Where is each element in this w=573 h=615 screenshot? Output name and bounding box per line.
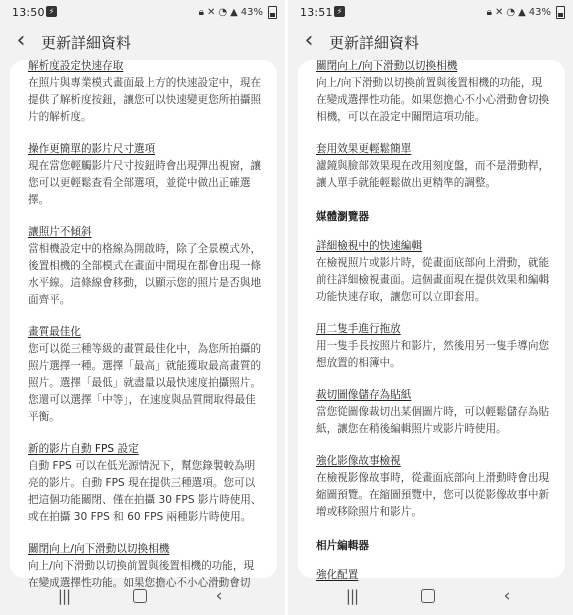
item-desc: 向上/向下滑動以切換前置與後置相機的功能，現在變成選擇性功能。如果您擔心不小心滑動會切換相機，可以在設定中關閉這項功能。 <box>316 77 550 123</box>
item-desc: 自動 FPS 可以在低光源情況下，幫您錄製較為明亮的影片。自動 FPS 現在提供三種選項。您可以把這個功能關閉、僅在拍攝 30 FPS 影片時使用、或在拍攝 30 FPS 和 60 FPS 兩種影片時使用。 <box>28 460 262 523</box>
page-title: 更新詳細資料 <box>41 34 132 52</box>
item-desc: 在照片與專業模式畫面最上方的快速設定中，現在提供了解析度按鈕，讓您可以快速變更您所拍攝照片的解析度。 <box>28 77 262 123</box>
mute-icon: ✕ <box>494 7 504 18</box>
battery-icon <box>268 6 277 19</box>
section-heading: 相片編輯器 <box>316 540 369 552</box>
nav-back-icon[interactable]: ‹ <box>503 586 511 606</box>
app-header <box>0 26 285 60</box>
list-item <box>316 322 551 372</box>
item-desc: 向上/向下滑動以切換前置與後置相機的功能，現在變成選擇性功能。如果您擔心不小心滑動會切 <box>28 560 255 589</box>
item-title: 關閉向上/向下滑動以切換相機 <box>28 543 170 555</box>
list-item <box>28 325 263 426</box>
item-title: 讓照片不傾斜 <box>28 226 92 238</box>
list-item <box>316 388 551 438</box>
status-time: 13:50 <box>12 6 45 19</box>
item-title: 畫質最佳化 <box>28 326 81 338</box>
item-desc: 用一隻手長按照片和影片，然後用另一隻手導向您想放置的相簿中。 <box>316 340 550 369</box>
lock-icon: 🔒︎ <box>486 7 492 18</box>
list-item <box>28 225 263 309</box>
back-arrow-icon[interactable]: ‹ <box>304 28 314 53</box>
battery-percent: 43% <box>528 7 551 18</box>
signal-icon: ▲ <box>230 7 238 18</box>
details-content <box>28 59 263 608</box>
item-title: 套用效果更輕鬆簡單 <box>316 143 412 155</box>
list-item <box>28 442 263 526</box>
list-item <box>316 239 551 306</box>
left-screen <box>0 0 285 615</box>
wifi-icon: ◔ <box>218 7 228 18</box>
page-title: 更新詳細資料 <box>329 34 420 52</box>
notification-icon: ⚡ <box>46 6 57 17</box>
item-desc: 在檢視影像故事時，從畫面底部向上滑動時會出現縮圖預覽。在縮圖預覽中，您可以從影像故事中新增或移除照片和影片。 <box>316 472 550 518</box>
item-desc: 在檢視照片或影片時，從畫面底部向上滑動，就能前往詳細檢視畫面。這個畫面現在提供效果和編輯功能快速存取，讓您可以立即套用。 <box>316 257 550 303</box>
list-item <box>316 454 551 521</box>
item-title: 解析度設定快速存取 <box>28 60 124 72</box>
status-bar <box>0 0 285 26</box>
item-title: 強化配置 <box>316 569 359 581</box>
wifi-icon: ◔ <box>506 7 516 18</box>
notification-icon: ⚡ <box>334 6 345 17</box>
item-title: 操作更簡單的影片尺寸選項 <box>28 143 156 155</box>
item-title: 新的影片自動 FPS 設定 <box>28 443 139 455</box>
right-screen <box>288 0 573 615</box>
home-icon[interactable] <box>416 585 440 607</box>
list-item <box>28 59 263 126</box>
navigation-bar <box>288 577 573 615</box>
navigation-bar <box>0 577 285 615</box>
item-title: 裁切圖像儲存為貼紙 <box>316 389 412 401</box>
nav-back-icon[interactable]: ‹ <box>215 586 223 606</box>
list-item <box>316 142 551 192</box>
item-desc: 當相機設定中的格線為開啟時，除了全景模式外，後置相機的全部模式在畫面中間現在都會出現一條水平線。這條線會移動，以顯示您的照片是否與地面齊平。 <box>28 243 262 306</box>
item-desc: 當您從圖像裁切出某個圖片時，可以輕鬆儲存為貼紙，讓您在稍後編輯照片或影片時使用。 <box>316 406 550 435</box>
item-desc: 現在當您輕觸影片尺寸按鈕時會出現彈出視窗，讓您可以更輕鬆查看全部選項，並從中做出正確選擇。 <box>28 160 262 206</box>
app-header <box>288 26 573 60</box>
details-content <box>316 59 551 599</box>
battery-percent: 43% <box>240 7 263 18</box>
status-bar <box>288 0 573 26</box>
item-desc: 濾鏡與臉部效果現在改用刻度盤，而不是滑動桿，讓人單手就能輕鬆做出更精準的調整。 <box>316 160 550 189</box>
recent-apps-icon[interactable]: ||| <box>57 587 71 605</box>
back-arrow-icon[interactable]: ‹ <box>16 28 26 53</box>
lock-icon: 🔒︎ <box>198 7 204 18</box>
recent-apps-icon[interactable]: ||| <box>345 587 359 605</box>
details-card[interactable] <box>10 60 277 589</box>
item-title: 強化影像故事檢視 <box>316 455 401 467</box>
item-desc: 您可以從三種等級的畫質最佳化中，為您所拍攝的照片選擇一種。選擇「最高」就能獲取最高畫質的照片。選擇「最低」就盡量以最快速度拍攝照片。您還可以選擇「中等」，在速度與品質間取得最佳平衡。 <box>28 343 262 423</box>
home-icon[interactable] <box>128 585 152 607</box>
details-card[interactable] <box>298 60 565 581</box>
mute-icon: ✕ <box>206 7 216 18</box>
list-item <box>316 59 551 126</box>
section-heading: 媒體瀏覽器 <box>316 211 369 223</box>
battery-icon <box>556 6 565 19</box>
list-item <box>28 142 263 209</box>
item-title: 用二隻手進行拖放 <box>316 323 401 335</box>
status-time: 13:51 <box>300 6 333 19</box>
item-title: 關閉向上/向下滑動以切換相機 <box>316 60 458 72</box>
item-title: 詳細檢視中的快速編輯 <box>316 240 422 252</box>
signal-icon: ▲ <box>518 7 526 18</box>
